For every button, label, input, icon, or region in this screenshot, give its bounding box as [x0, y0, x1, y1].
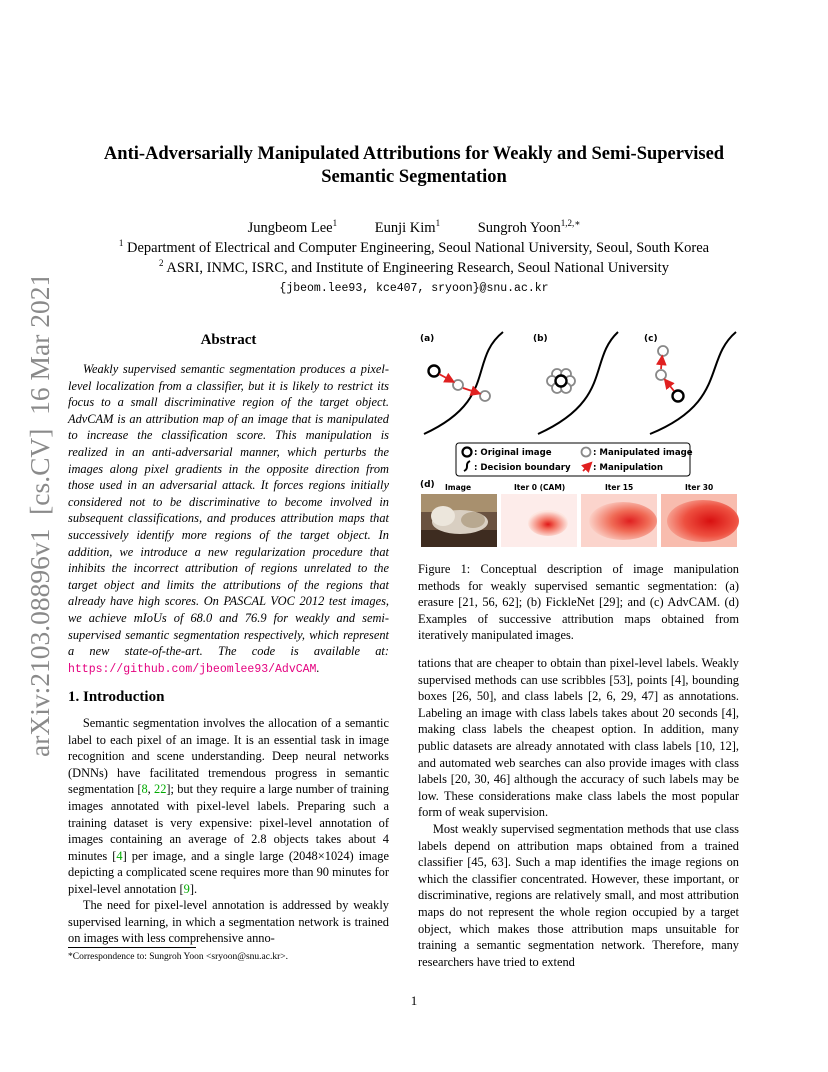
page-number: 1 — [410, 993, 418, 1008]
author-2 — [375, 220, 440, 236]
column-iter0-label: Iter 0 (CAM) — [514, 483, 566, 492]
panel-c-diagram — [650, 332, 736, 434]
abstract-text: Weakly supervised semantic segmentation produces a pixel-level localization from a classifier, but it is likely to restrict its focus to a small discriminative region of the target object. AdvCAM is an attribution map of an image that is manipulated to increase the classification score. This manipulation is realized in an anti-adversarial manner, which perturbs the images along pixel gradients in the opposite direction from those used in an adversarial attack. It forces regions initially considered not to be discriminative to become involved in subsequent classifications, and produces attribution maps that successively identify more regions of the target object. In addition, we introduce a new regularization procedure that inhibits the incorrect attribution of regions unrelated to the target object and limits the attributions of the regions that already have high scores. On PASCAL VOC 2012 test images, we achieve mIoUs of 68.0 and 76.9 for weakly and semi-supervised semantic segmentation respectively, which represent a new state-of-the-art. The code is available at: — [68, 362, 389, 659]
author-emails: {jbeom.lee93, kce407, sryoon}@snu.ac.kr — [279, 282, 549, 295]
original-image-icon — [463, 448, 472, 457]
affiliation-2-mark: 2 — [159, 258, 164, 268]
panel-d-label: (d) — [420, 480, 435, 490]
manipulated-image-icon — [582, 448, 591, 457]
footnote-rule — [68, 947, 196, 948]
figure-legend — [456, 443, 693, 476]
code-link[interactable]: https://github.com/jbeomlee93/AdvCAM — [68, 662, 317, 676]
arxiv-stamp — [8, 278, 58, 758]
panel-b-diagram — [538, 332, 618, 434]
figure-1-caption: Figure 1: Conceptual description of image manipulation methods for weakly supervised semantic segmentation: (a) erasure [21, 56, 62]; (b) FickleNet [29]; and (c) AdvCAM. (d) Examples of successive attribution maps obtained from iteratively manipulated images. — [418, 562, 739, 643]
intro-paragraph-1 — [68, 715, 389, 898]
legend-boundary: : Decision boundary — [474, 463, 571, 473]
column-image-label: Image — [445, 483, 472, 492]
heat-blob-iter0 — [528, 510, 568, 536]
abstract-body — [68, 361, 389, 678]
author-2-sup: 1 — [435, 218, 441, 228]
abstract-heading: Abstract — [200, 332, 257, 348]
panel-a-diagram — [424, 332, 503, 434]
arxiv-stamp-text: arXiv:2103.08896v1 [cs.CV] 16 Mar 2021 — [24, 278, 55, 757]
intro-heading: 1. Introduction — [68, 689, 165, 705]
legend-original: : Original image — [474, 448, 552, 458]
authors — [60, 218, 768, 237]
author-3-name: Sungroh Yoon — [477, 219, 561, 236]
affiliation-1-text: Department of Electrical and Computer Engineering, Seoul National University, Seoul, South Korea — [126, 239, 710, 256]
right-paragraph-1: tations that are cheaper to obtain than pixel-level labels. Weakly supervised methods can use scribbles [53], points [4], bounding boxes [26, 50], and class labels [2, 6, 29, 47] as annotations. Labeling an image with class labels takes about 20 seconds [4], making class labels the cheapest option. In addition, many public datasets are already annotated with class labels [10, 12], and automated web searches can also provide images with class labels [20, 30, 46] although the accuracy of such labels may be low. These considerations make class labels the most popular form of weak supervision. — [418, 656, 739, 820]
citation-22[interactable]: 22 — [154, 782, 167, 797]
citation-8[interactable]: 8 — [141, 782, 148, 797]
intro-p1-text-a: Semantic segmentation involves the allocation of a semantic label to each pixel of an image. It is an essential task in image recognition and scene understanding. Deep neural networks (DNNs) have facilitated tremendous progress in semantic segmentation [ — [68, 716, 389, 797]
title-line-1: Anti-Adversarially Manipulated Attributions for Weakly and Semi-Supervised — [103, 144, 725, 164]
heat-blob-iter30 — [667, 500, 739, 542]
figure-1 — [418, 330, 740, 552]
author-3-sup: 1,2,∗ — [560, 218, 581, 228]
column-iter15-label: Iter 15 — [605, 483, 634, 492]
intro-p1-text-b: , — [147, 782, 155, 797]
panel-b-label: (b) — [533, 334, 548, 344]
footnote: *Correspondence to: Sungroh Yoon <sryoon@snu.ac.kr>. — [68, 952, 289, 962]
legend-manipulation: : Manipulation — [593, 463, 663, 473]
intro-p1-text-c: ]; but they require a large number of training images annotated with pixel-level labels. Preparing such a training dataset is very expensive: pixel-level annotation of images containing an average of 2.8 objects takes about 4 minutes [ — [68, 782, 389, 863]
citation-9[interactable]: 9 — [183, 881, 190, 896]
citation-4[interactable]: 4 — [116, 848, 123, 863]
heat-blob-iter15 — [589, 502, 657, 540]
cat-photo — [421, 494, 497, 547]
author-2-name: Eunji Kim — [374, 219, 436, 236]
title-line-2: Semantic Segmentation — [321, 167, 507, 187]
author-1-sup: 1 — [332, 218, 338, 228]
author-1 — [248, 220, 337, 236]
intro-p1-text-e: ]. — [189, 881, 198, 896]
affiliation-1-mark: 1 — [118, 238, 124, 248]
panel-a-label: (a) — [420, 334, 435, 344]
legend-manipulated: : Manipulated image — [593, 448, 693, 458]
panel-c-label: (c) — [644, 334, 658, 344]
intro-paragraph-2: The need for pixel-level annotation is addressed by weakly supervised learning, in which a segmentation network is trained on images with less comprehensive anno- — [68, 898, 389, 946]
affiliation-2 — [40, 258, 788, 277]
right-paragraph-2: Most weakly supervised segmentation methods that use class labels depend on attribution maps obtained from a trained classifier [45, 63]. Such a map identifies the image regions on which the classifier concentrated. However, these important, or discriminative, regions are relatively small, and most attribution maps do not represent the whole region occupied by a target object, which makes those attribution maps unsuitable for training a semantic segmentation network. Therefore, many researchers have tried to extend — [418, 822, 739, 969]
abstract-link-end: . — [316, 660, 320, 675]
paper-title — [60, 143, 768, 189]
intro-p1-text-d: ] per image, and a single large (2048×1024) image depicting a complicated scene requires more than 90 minutes for pixel-level annotation [ — [68, 848, 389, 896]
affiliation-2-text: ASRI, INMC, ISRC, and Institute of Engineering Research, Seoul National University — [166, 259, 669, 276]
affiliation-1 — [40, 238, 788, 257]
author-3 — [478, 220, 581, 236]
column-iter30-label: Iter 30 — [685, 483, 714, 492]
author-1-name: Jungbeom Lee — [247, 219, 333, 236]
